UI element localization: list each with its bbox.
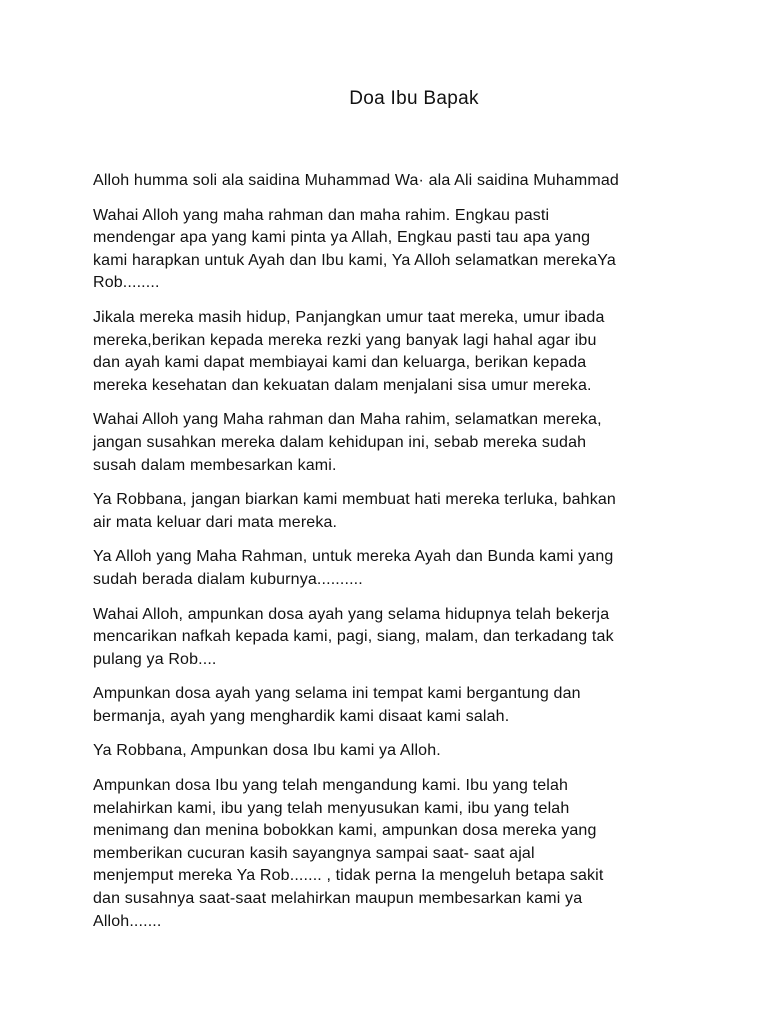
paragraph-line: Jikala mereka masih hidup, Panjangkan umur taat mereka, umur ibada (93, 308, 605, 326)
paragraph-line: Wahai Alloh yang maha rahman dan maha rahim. Engkau pasti (93, 206, 550, 224)
paragraph-line: pulang ya Rob.... (93, 650, 217, 668)
paragraph (93, 409, 683, 477)
paragraph-line: Ampunkan dosa ayah yang selama ini tempat kami bergantung dan (93, 685, 581, 703)
paragraph (93, 604, 683, 672)
paragraph-line: Wahai Alloh yang Maha rahman dan Maha rahim, selamatkan mereka, (93, 411, 602, 429)
paragraph-line: mendengar apa yang kami pinta ya Allah, Engkau pasti tau apa yang (93, 229, 591, 247)
paragraph (93, 205, 683, 295)
paragraph (93, 489, 683, 534)
paragraph-line: menimang dan menina bobokkan kami, ampunkan dosa mereka yang (93, 822, 597, 840)
paragraph-line: kami harapkan untuk Ayah dan Ibu kami, Ya Alloh selamatkan merekaYa (93, 251, 616, 269)
paragraph-line: Wahai Alloh, ampunkan dosa ayah yang selama hidupnya telah bekerja (93, 605, 610, 623)
document-title: Doa Ibu Bapak (349, 88, 479, 109)
paragraph-line: dan susahnya saat-saat melahirkan maupun membesarkan kami ya (93, 890, 583, 908)
document-body (93, 170, 683, 945)
paragraph-line: menjemput mereka Ya Rob....... , tidak perna Ia mengeluh betapa sakit (93, 867, 604, 885)
paragraph-line: sudah berada dialam kuburnya.......... (93, 570, 363, 588)
paragraph-line: Rob........ (93, 274, 160, 292)
paragraph-line: bermanja, ayah yang menghardik kami disaat kami salah. (93, 707, 510, 725)
paragraph-line: jangan susahkan mereka dalam kehidupan ini, sebab mereka sudah (93, 433, 587, 451)
paragraph-line: air mata keluar dari mata mereka. (93, 513, 338, 531)
paragraph-line: memberikan cucuran kasih sayangnya sampai saat- saat ajal (93, 844, 535, 862)
paragraph (93, 307, 683, 397)
paragraph-line: mereka kesehatan dan kekuatan dalam menjalani sisa umur mereka. (93, 376, 592, 394)
paragraph-line: Ya Robbana, jangan biarkan kami membuat hati mereka terluka, bahkan (93, 491, 616, 509)
paragraph-line: Alloh humma soli ala saidina Muhammad Wa· ala Ali saidina Muhammad (93, 172, 619, 189)
paragraph (93, 740, 683, 763)
paragraph-line: susah dalam membesarkan kami. (93, 456, 337, 474)
paragraph-line: melahirkan kami, ibu yang telah menyusukan kami, ibu yang telah (93, 799, 570, 817)
paragraph-line: Ya Alloh yang Maha Rahman, untuk mereka Ayah dan Bunda kami yang (93, 548, 614, 566)
paragraph-line: mereka,berikan kepada mereka rezki yang banyak lagi hahal agar ibu (93, 331, 597, 349)
paragraph-line: Alloh....... (93, 912, 162, 930)
paragraph-line: Ya Robbana, Ampunkan dosa Ibu kami ya Alloh. (93, 742, 441, 760)
paragraph (93, 683, 683, 728)
paragraph (93, 546, 683, 591)
paragraph (93, 775, 683, 933)
paragraph-line: mencarikan nafkah kepada kami, pagi, siang, malam, dan terkadang tak (93, 628, 614, 646)
paragraph-line: dan ayah kami dapat membiayai kami dan keluarga, berikan kepada (93, 354, 587, 372)
paragraph (93, 170, 683, 193)
paragraph-line: Ampunkan dosa Ibu yang telah mengandung kami. Ibu yang telah (93, 777, 569, 795)
